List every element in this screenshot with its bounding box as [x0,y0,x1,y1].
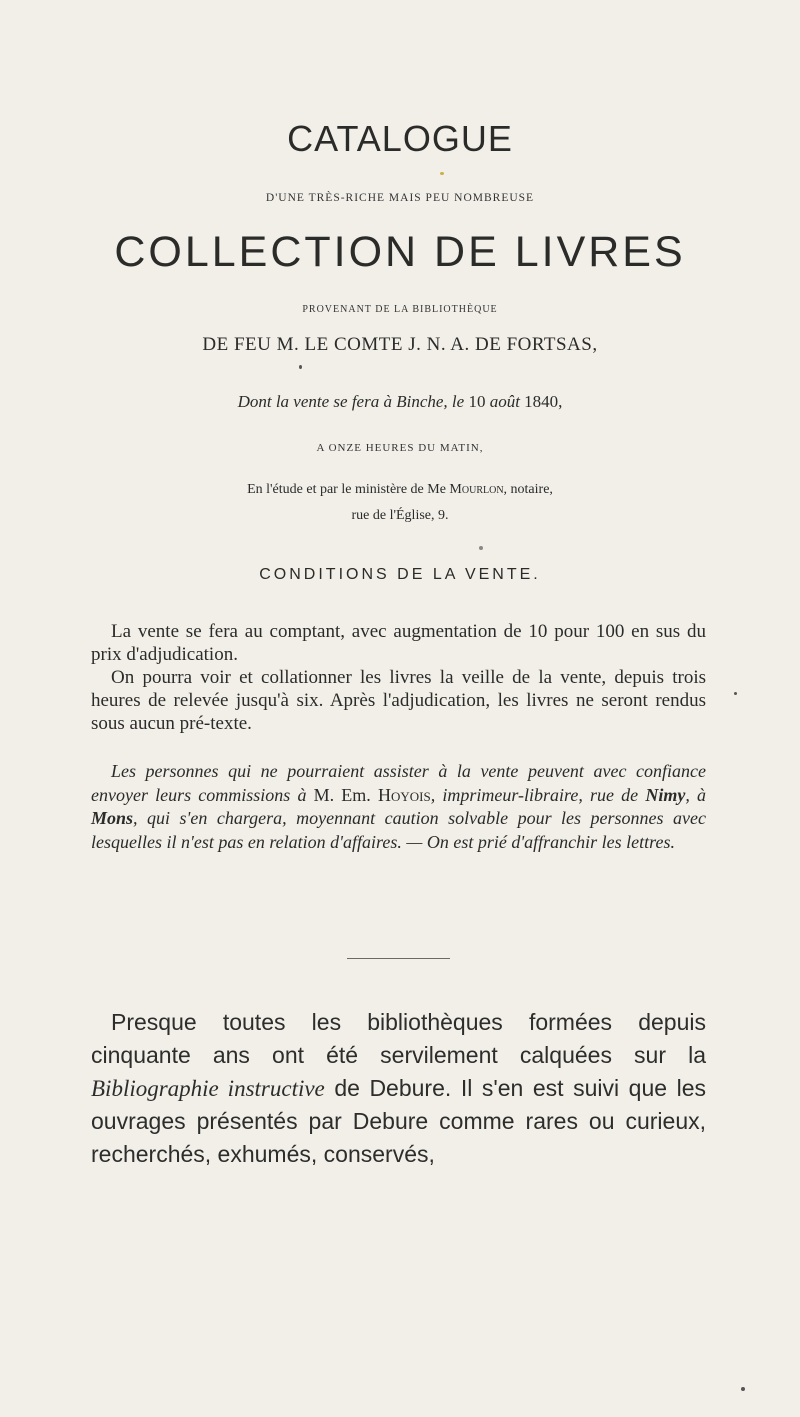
notary-intro: En l'étude et par le ministère de Me [247,482,446,497]
sale-date-month: août [489,392,520,411]
sale-hour: A ONZE HEURES DU MATIN, [316,442,484,454]
notary-address: rue de l'Église, 9. [351,508,449,523]
paper-speck [440,172,444,175]
commentary-paragraph [91,1006,706,1171]
conditions-heading: CONDITIONS DE LA VENTE. [259,566,541,583]
sale-date-line [0,392,800,412]
owner-line: DE FEU M. LE COMTE J. N. A. DE FORTSAS, [202,334,598,355]
commission-text-d: , imprimeur-libraire, rue de [430,784,639,805]
commission-name: Hoyois [377,784,431,805]
commentary-text-a: Presque toutes les bibliothèques formées depuis cinquante ans ont été servilement calquées sur la [91,1009,706,1068]
paper-speck [741,1387,745,1391]
commentary-text-b: de Debure. Il s'en est suivi que les ouvrages présentés par Debure comme rares ou curieux, recherchés, exhumés, conservés, [91,1075,706,1167]
commission-name-prefix: M. Em. [313,784,371,805]
provenance-line: PROVENANT DE LA BIBLIOTHÈQUE [302,304,498,315]
commission-text-h: , qui s'en chargera, moyennant caution solvable pour les personnes avec lesquelles il n'est pas en relation d'affaires. — On est prié d'affranchir les lettres. [91,808,706,852]
catalogue-title: CATALOGUE [287,118,513,159]
city-name: Mons [91,808,134,828]
condition-viewing: On pourra voir et collationner les livres la veille de la vente, depuis trois heures de relevée jusqu'à six. Après l'adjudication, les livres ne seront rendus sous aucun pré-texte. [91,667,706,734]
notary-block [0,477,800,529]
section-divider [347,958,450,959]
catalogue-subtitle: D'UNE TRÈS-RICHE MAIS PEU NOMBREUSE [265,192,535,204]
notary-name: Mourlon [449,482,504,497]
sale-date-number: 10 [468,392,486,411]
collection-heading: COLLECTION DE LIVRES [114,228,686,276]
sale-date-year: 1840, [524,392,563,411]
commission-text-f: , à [685,784,707,805]
paper-speck [734,692,737,695]
notary-title: , notaire, [503,482,553,497]
commission-text-a: Les personnes qui ne pourraient assister à la vente peuvent avec confiance envoyer leurs commissions à [91,761,706,805]
paper-speck [299,365,302,369]
street-name: Nimy [645,784,686,805]
paper-speck [479,546,483,550]
sale-date-italic: Dont la vente se fera à Binche, le [237,392,465,411]
commentary-book-title: Bibliographie instructive [91,1076,325,1101]
conditions-paragraphs [91,620,706,735]
condition-commissions [91,760,706,854]
condition-payment: La vente se fera au comptant, avec augmentation de 10 pour 100 en sus du prix d'adjudication. [91,621,706,665]
